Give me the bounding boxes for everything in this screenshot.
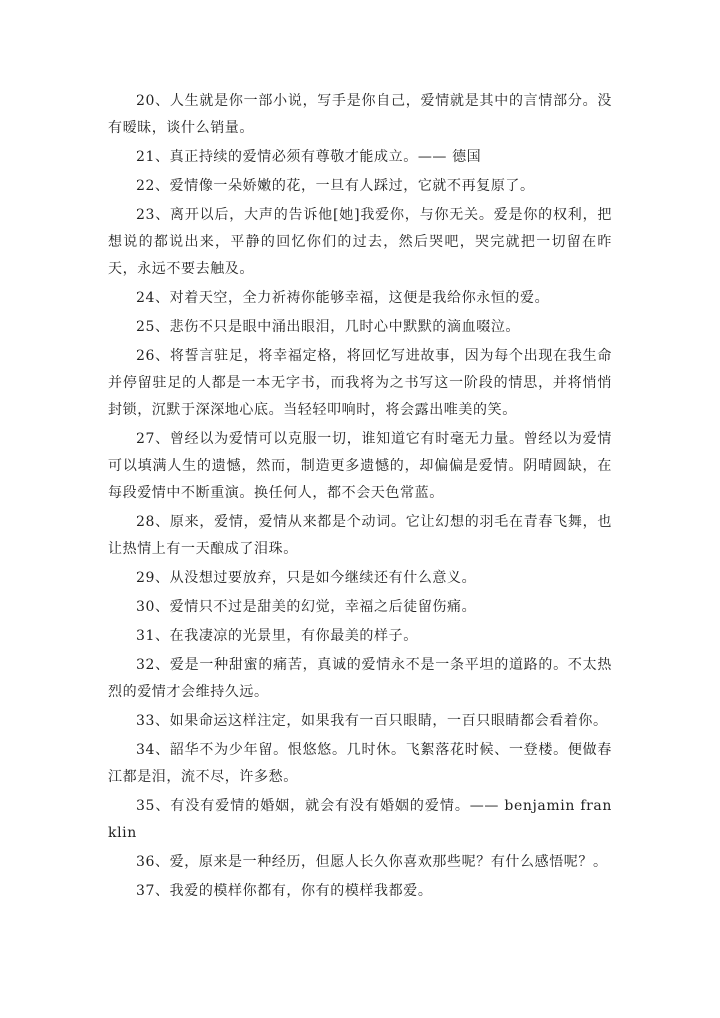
paragraph-30: 30、爱情只不过是甜美的幻觉，幸福之后徒留伤痛。 [136, 599, 477, 615]
paragraph-27: 27、曾经以为爱情可以克服一切，谁知道它有时毫无力量。曾经以为爱情可以填满人生的遗憾，然而，制造更多遗憾的，却偏偏是爱情。阴晴圆缺，在每段爱情中不断重演。换任何人，都不会天色常蓝。 [108, 431, 612, 501]
paragraph-29: 29、从没想过要放弃，只是如今继续还有什么意义。 [136, 570, 477, 586]
paragraph-34: 34、韶华不为少年留。恨悠悠。几时休。飞絮落花时候、一登楼。便做春江都是泪，流不尽，许多愁。 [108, 742, 612, 785]
paragraph-28: 28、原来，爱情，爱情从来都是个动词。它让幻想的羽毛在青春飞舞，也让热情上有一天酿成了泪珠。 [108, 514, 612, 557]
paragraph-21: 21、真正持续的爱情必须有尊敬才能成立。—— 德国 [136, 149, 482, 165]
paragraph-26: 26、将誓言驻足，将幸福定格，将回忆写进故事，因为每个出现在我生命并停留驻足的人都是一本无字书，而我将为之书写这一阶段的情思，并将悄悄封锁，沉默于深深地心底。当轻轻叩响时，将会露出唯美的笑。 [108, 348, 612, 418]
paragraph-24: 24、对着天空，全力祈祷你能够幸福，这便是我给你永恒的爱。 [136, 290, 550, 306]
paragraph-31: 31、在我凄凉的光景里，有你最美的样子。 [136, 628, 418, 644]
paragraph-20: 20、人生就是你一部小说，写手是你自己，爱情就是其中的言情部分。没有暧昧，谈什么销量。 [108, 93, 612, 136]
paragraph-22: 22、爱情像一朵娇嫩的花，一旦有人踩过，它就不再复原了。 [136, 178, 535, 194]
paragraph-37: 37、我爱的模样你都有，你有的模样我都爱。 [136, 883, 433, 899]
paragraph-36: 36、爱，原来是一种经历，但愿人长久你喜欢那些呢？有什么感悟呢？。 [136, 854, 608, 870]
document-body [108, 88, 612, 907]
paragraph-23: 23、离开以后，大声的告诉他[她]我爱你，与你无关。爱是你的权利，把想说的都说出来，平静的回忆你们的过去，然后哭吧，哭完就把一切留在昨天，永远不要去触及。 [108, 207, 612, 277]
paragraph-25: 25、悲伤不只是眼中涌出眼泪，几时心中默默的滴血啜泣。 [136, 319, 521, 335]
paragraph-33: 33、如果命运这样注定，如果我有一百只眼睛，一百只眼睛都会看着你。 [136, 713, 608, 729]
paragraph-35: 35、有没有爱情的婚姻，就会有没有婚姻的爱情。—— benjamin franklin [108, 798, 612, 841]
paragraph-32: 32、爱是一种甜蜜的痛苦，真诚的爱情永不是一条平坦的道路的。不太热烈的爱情才会维持久远。 [108, 657, 612, 700]
